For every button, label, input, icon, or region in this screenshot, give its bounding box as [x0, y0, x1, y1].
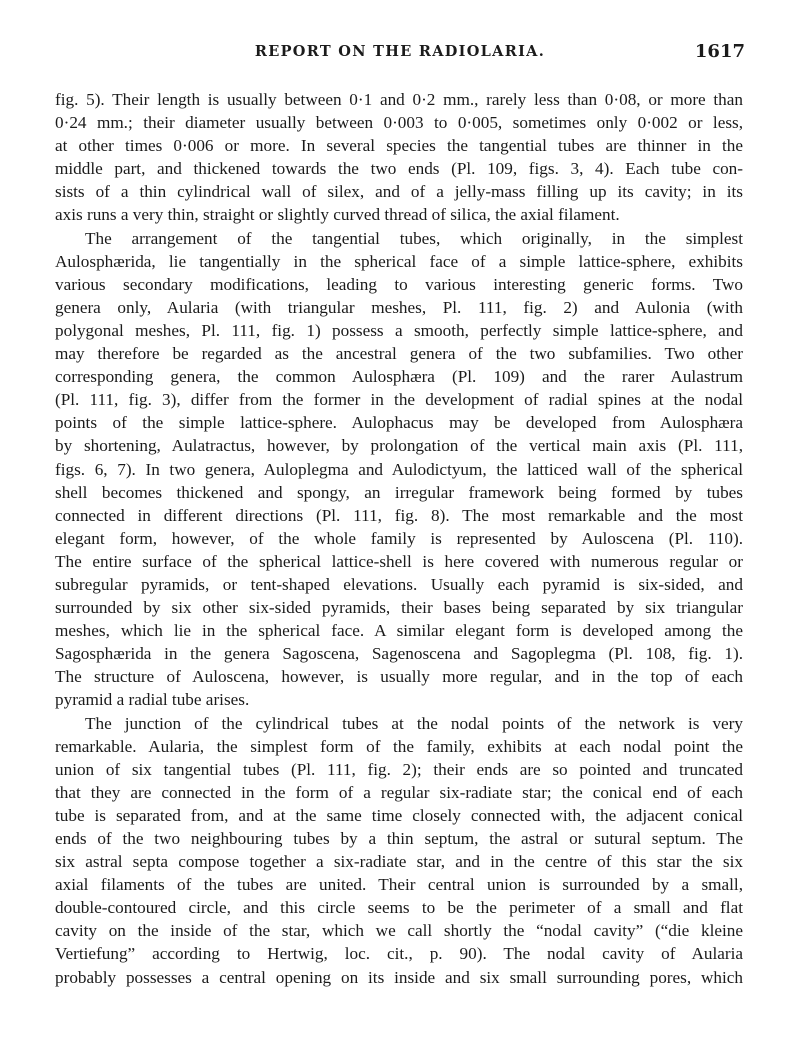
text-line: corresponding genera, the common Aulosphæra (Pl. 109) and the rarer Aulastrum: [55, 367, 743, 387]
paragraph-start-line: The arrangement of the tangential tubes, which originally, in the simplest: [85, 228, 743, 248]
text-line: cavity on the inside of the star, which we call shortly the “nodal cavity” (“die kleine: [55, 921, 743, 941]
text-line: union of six tangential tubes (Pl. 111, fig. 2); their ends are so pointed and truncated: [55, 759, 743, 779]
body-text: [55, 88, 743, 989]
text-line: ends of the two neighbouring tubes by a thin septum, the astral or sutural septum. The: [55, 829, 743, 848]
text-line: surrounded by six other six-sided pyramids, their bases being separated by six triangular: [55, 598, 743, 618]
text-line: connected in different directions (Pl. 111, fig. 8). The most remarkable and the most: [55, 505, 743, 525]
text-line: axial filaments of the tubes are united. Their central union is surrounded by a small,: [55, 875, 743, 895]
text-line: six astral septa compose together a six-radiate star, and in the centre of this star the six: [55, 852, 743, 872]
text-line: shell becomes thickened and spongy, an irregular framework being formed by tubes: [55, 482, 743, 502]
text-line: remarkable. Aularia, the simplest form of the family, exhibits at each nodal point the: [55, 736, 743, 756]
text-line: subregular pyramids, or tent-shaped elevations. Usually each pyramid is six-sided, and: [55, 574, 743, 594]
running-header: [55, 43, 745, 67]
text-line: fig. 5). Their length is usually between 0·1 and 0·2 mm., rarely less than 0·08, or more than: [55, 90, 743, 109]
paragraph-start-line: The junction of the cylindrical tubes at the nodal points of the network is very: [85, 713, 743, 733]
text-line: middle part, and thickened towards the two ends (Pl. 109, figs. 3, 4). Each tube con-: [55, 159, 743, 179]
text-line: The structure of Auloscena, however, is usually more regular, and in the top of each: [55, 667, 743, 687]
text-line: axis runs a very thin, straight or slightly curved thread of silica, the axial filament.: [55, 205, 620, 225]
text-line: meshes, which lie in the spherical face. A similar elegant form is developed among the: [55, 621, 743, 641]
page-number: 1617: [694, 41, 745, 62]
text-line: tube is separated from, and at the same time closely connected with, the adjacent conical: [55, 805, 743, 825]
text-line: 0·24 mm.; their diameter usually between 0·003 to 0·005, sometimes only 0·002 or less,: [55, 113, 743, 133]
text-line: that they are connected in the form of a regular six-radiate star; the conical end of each: [55, 782, 743, 802]
text-line: may therefore be regarded as the ancestral genera of the two subfamilies. Two other: [55, 344, 743, 364]
text-line: double-contoured circle, and this circle seems to be the perimeter of a small and flat: [55, 898, 743, 918]
text-line: points of the simple lattice-sphere. Aulophacus may be developed from Aulosphæra: [55, 413, 743, 433]
text-line: elegant form, however, of the whole family is represented by Auloscena (Pl. 110).: [55, 528, 743, 548]
text-line: The entire surface of the spherical lattice-shell is here covered with numerous regular or: [55, 551, 743, 571]
text-line: genera only, Aularia (with triangular meshes, Pl. 111, fig. 2) and Aulonia (with: [55, 297, 743, 317]
text-line: pyramid a radial tube arises.: [55, 690, 250, 710]
text-line: (Pl. 111, fig. 3), differ from the former in the development of radial spines at the nodal: [55, 390, 743, 410]
text-line: sists of a thin cylindrical wall of silex, and of a jelly-mass filling up its cavity; in its: [55, 182, 743, 202]
text-line: at other times 0·006 or more. In several species the tangential tubes are thinner in the: [55, 136, 743, 156]
text-line: polygonal meshes, Pl. 111, fig. 1) possess a smooth, perfectly simple lattice-sphere, and: [55, 320, 743, 340]
running-title: REPORT ON THE RADIOLARIA.: [254, 43, 546, 60]
text-line: Vertiefung” according to Hertwig, loc. cit., p. 90). The nodal cavity of Aularia: [55, 944, 743, 964]
text-line: Aulosphærida, lie tangentially in the spherical face of a simple lattice-sphere, exhibits: [55, 251, 743, 271]
text-line: various secondary modifications, leading to various interesting generic forms. Two: [55, 274, 743, 294]
text-line: by shortening, Aulatractus, however, by prolongation of the vertical main axis (Pl. 111,: [55, 436, 743, 456]
text-line: Sagosphærida in the genera Sagoscena, Sagenoscena and Sagoplegma (Pl. 108, fig. 1).: [55, 644, 743, 664]
text-line: figs. 6, 7). In two genera, Auloplegma and Aulodictyum, the latticed wall of the spherical: [55, 459, 743, 479]
text-line: probably possesses a central opening on its inside and six small surrounding pores, which: [55, 967, 743, 987]
